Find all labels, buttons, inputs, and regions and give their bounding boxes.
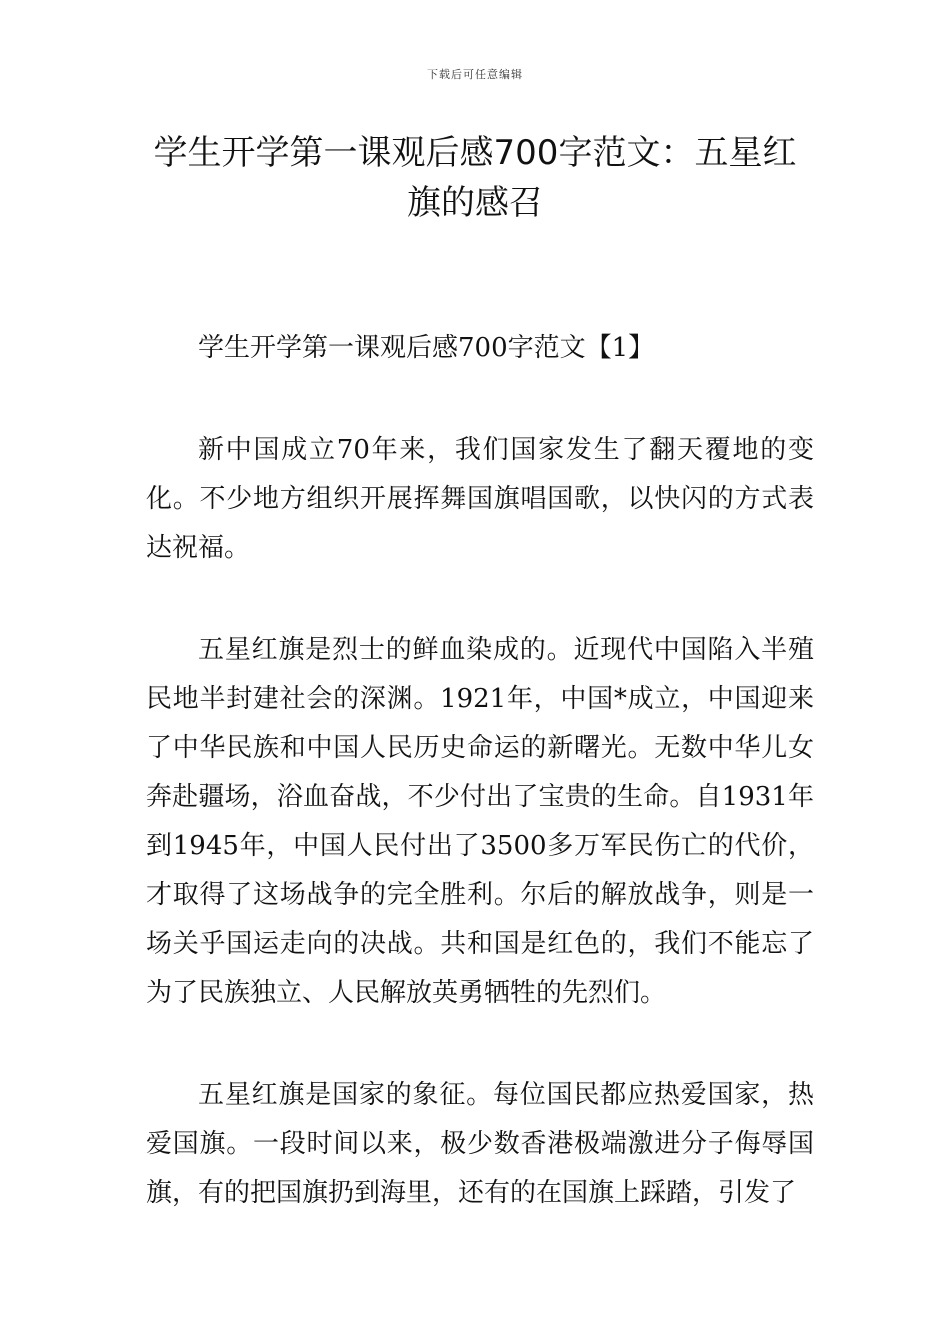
section-heading: 学生开学第一课观后感700字范文【1】 [198,333,655,363]
header-note: 下载后可任意编辑 [427,68,523,81]
document-body [146,324,814,1271]
paragraph-3: 五星红旗是国家的象征。每位国民都应热爱国家，热爱国旗。一段时间以来，极少数香港极端激进分子侮辱国旗，有的把国旗扔到海里，还有的在国旗上踩踏，引发了 [146,1080,814,1208]
paragraph-2: 五星红旗是烈士的鲜血染成的。近现代中国陷入半殖民地半封建社会的深渊。1921年，中国*成立，中国迎来了中华民族和中国人民历史命运的新曙光。无数中华儿女奔赴疆场，浴血奋战，不少付出了宝贵的生命。自1931年到1945年，中国人民付出了3500多万军民伤亡的代价，才取得了这场战争的完全胜利。尔后的解放战争，则是一场关乎国运走向的决战。共和国是红色的，我们不能忘了为了民族独立、人民解放英勇牺牲的先烈们。 [146,635,814,1008]
document-title: 学生开学第一课观后感700字范文：五星红旗的感召 [153,133,797,223]
paragraph-1: 新中国成立70年来，我们国家发生了翻天覆地的变化。不少地方组织开展挥舞国旗唱国歌，以快闪的方式表达祝福。 [146,435,814,563]
